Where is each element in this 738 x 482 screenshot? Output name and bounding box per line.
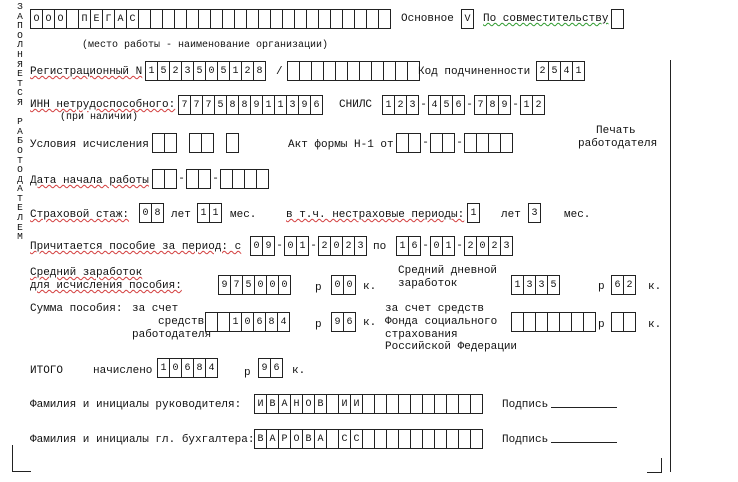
cell-group[interactable] — [520, 95, 545, 115]
char-cell[interactable]: 3 — [181, 61, 194, 81]
char-cell[interactable]: 5 — [217, 61, 230, 81]
fund-kop-cells[interactable] — [611, 312, 636, 332]
vertical-letter: П — [17, 20, 23, 32]
employer-rub-unit: р — [315, 319, 322, 331]
vertical-letter: С — [17, 87, 23, 99]
char-cell[interactable]: 1 — [209, 203, 222, 223]
cell-group[interactable] — [474, 95, 511, 115]
char-cell[interactable]: В — [314, 394, 327, 414]
char-cell[interactable]: 4 — [560, 61, 573, 81]
char-cell[interactable]: 1 — [382, 95, 395, 115]
char-cell[interactable]: 0 — [139, 203, 152, 223]
char-cell[interactable] — [226, 133, 239, 153]
head-signature-line[interactable] — [551, 407, 617, 408]
char-cell[interactable]: 6 — [408, 236, 421, 256]
char-cell[interactable]: 5 — [440, 95, 453, 115]
vertical-letter: Т — [17, 77, 23, 89]
char-cell[interactable]: 6 — [253, 312, 266, 332]
fund-rub-unit: р — [598, 319, 605, 331]
char-cell[interactable]: 0 — [330, 236, 343, 256]
period-from-cells[interactable] — [250, 236, 367, 256]
seal-line1: Печать — [596, 125, 636, 137]
char-cell[interactable]: 9 — [331, 312, 344, 332]
sum-fund-line4: Российской Федерации — [385, 341, 518, 353]
vertical-letter: О — [17, 144, 23, 156]
char-cell[interactable]: 5 — [193, 61, 206, 81]
employer-rub-cells[interactable] — [205, 312, 290, 332]
earnings-kop-unit: к. — [363, 281, 377, 293]
cell-group[interactable] — [382, 95, 419, 115]
right-margin-line — [670, 60, 671, 472]
employer-kop-unit: к. — [363, 317, 377, 329]
cell-gap — [177, 133, 189, 153]
char-cell[interactable] — [623, 312, 636, 332]
daily-kop-cells[interactable] — [611, 275, 636, 295]
nonins-years-cells[interactable] — [467, 203, 480, 223]
char-cell[interactable] — [611, 9, 624, 29]
char-cell[interactable]: 6 — [310, 95, 323, 115]
char-cell[interactable]: 5 — [242, 275, 255, 295]
cell-gap — [214, 133, 226, 153]
char-cell[interactable]: 9 — [218, 275, 231, 295]
char-cell[interactable] — [408, 133, 421, 153]
char-cell[interactable]: 6 — [343, 312, 356, 332]
char-cell[interactable] — [164, 169, 177, 189]
daily-label2: заработок — [398, 278, 458, 290]
char-cell[interactable]: 9 — [262, 236, 275, 256]
char-cell[interactable]: 7 — [190, 95, 203, 115]
total-kop-cells[interactable] — [258, 358, 283, 378]
period-to-label: по — [373, 241, 387, 253]
char-cell[interactable]: 1 — [157, 358, 170, 378]
char-cell[interactable] — [201, 133, 214, 153]
char-cell[interactable] — [583, 312, 596, 332]
char-cell[interactable]: 1 — [274, 95, 287, 115]
char-cell[interactable]: 5 — [548, 61, 561, 81]
vertical-letter: Л — [17, 39, 23, 51]
char-cell[interactable]: С — [350, 429, 363, 449]
reg-extra-cells[interactable] — [287, 61, 420, 81]
char-cell[interactable]: А — [278, 394, 291, 414]
nonins-label: в т.ч. нестраховые периоды: — [286, 209, 465, 221]
vertical-caption — [12, 2, 28, 298]
char-cell[interactable]: 4 — [428, 95, 441, 115]
vertical-letter: А — [17, 10, 23, 22]
period-to-cells[interactable] — [396, 236, 513, 256]
cell-group[interactable] — [226, 133, 239, 153]
char-cell[interactable]: А — [266, 429, 279, 449]
stage-years-unit: лет — [171, 209, 191, 221]
inn-cells[interactable] — [178, 95, 323, 115]
accountant-label: Фамилия и инициалы гл. бухгалтера: — [30, 434, 255, 446]
char-cell[interactable]: 2 — [318, 236, 331, 256]
earnings-kop-cells[interactable] — [331, 275, 356, 295]
char-cell[interactable]: Г — [102, 9, 115, 29]
vertical-letter: Я — [17, 96, 23, 108]
org-caption: (место работы - наименование организации) — [82, 40, 329, 51]
char-cell[interactable]: 0 — [343, 275, 356, 295]
sum-emp-line1: за счет — [132, 303, 179, 315]
char-cell[interactable]: И — [338, 394, 351, 414]
char-cell[interactable]: 8 — [265, 312, 278, 332]
conditions-label: Условия исчисления — [30, 139, 149, 151]
org-name-cells[interactable] — [30, 9, 391, 29]
char-cell[interactable]: 0 — [331, 275, 344, 295]
vertical-letter: Я — [17, 58, 23, 70]
inn-note: (при наличии) — [60, 112, 139, 123]
corner-mark-right — [647, 458, 662, 473]
stage-label: Страховой стаж: — [30, 209, 130, 221]
daily-kop-unit: к. — [648, 281, 662, 293]
char-cell[interactable]: 7 — [230, 275, 243, 295]
char-cell[interactable]: 2 — [488, 236, 501, 256]
part-time-box[interactable] — [611, 9, 624, 29]
char-cell[interactable]: А — [314, 429, 327, 449]
char-cell[interactable] — [164, 133, 177, 153]
inn-label: ИНН нетрудоспособного: — [30, 99, 176, 111]
char-cell[interactable]: 9 — [258, 358, 271, 378]
total-rub-cells[interactable] — [157, 358, 218, 378]
cell-group[interactable] — [428, 95, 465, 115]
daily-rub-unit: р — [598, 281, 605, 293]
char-cell[interactable]: 0 — [278, 275, 291, 295]
fund-rub-cells[interactable] — [511, 312, 596, 332]
fund-kop-unit: к. — [648, 319, 662, 331]
char-cell[interactable]: 0 — [266, 275, 279, 295]
char-cell[interactable]: С — [338, 429, 351, 449]
char-cell[interactable]: О — [290, 429, 303, 449]
char-cell[interactable]: 0 — [169, 358, 182, 378]
char-cell[interactable]: 4 — [277, 312, 290, 332]
dash-separator: - — [212, 173, 219, 185]
char-cell[interactable] — [256, 169, 269, 189]
sum-emp-line2: средств — [158, 316, 205, 328]
dash-separator: - — [276, 240, 283, 252]
vertical-letter: Е — [17, 221, 23, 233]
daily-rub-cells[interactable] — [511, 275, 560, 295]
dash-separator: - — [456, 240, 463, 252]
char-cell[interactable]: 9 — [250, 95, 263, 115]
char-cell[interactable]: 6 — [452, 95, 465, 115]
char-cell[interactable]: 3 — [523, 275, 536, 295]
char-cell[interactable]: 5 — [547, 275, 560, 295]
start-date-cells[interactable] — [152, 169, 269, 189]
cell-group[interactable] — [396, 236, 421, 256]
char-cell[interactable]: 3 — [500, 236, 513, 256]
char-cell[interactable]: 1 — [296, 236, 309, 256]
char-cell[interactable]: 1 — [396, 236, 409, 256]
head-sign-label: Подпись — [502, 399, 549, 411]
act-label: Акт формы Н-1 от — [288, 139, 394, 151]
char-cell[interactable]: 1 — [145, 61, 158, 81]
vertical-letter: А — [17, 183, 23, 195]
vertical-letter: О — [17, 164, 23, 176]
total-kop-unit: к. — [292, 365, 306, 377]
act-date-cells[interactable] — [396, 133, 513, 153]
dash-separator: - — [466, 99, 473, 111]
char-cell[interactable]: 2 — [532, 95, 545, 115]
char-cell[interactable]: 0 — [284, 236, 297, 256]
char-cell[interactable]: 8 — [193, 358, 206, 378]
char-cell[interactable]: 8 — [486, 95, 499, 115]
char-cell[interactable]: 2 — [536, 61, 549, 81]
sum-fund-line2: Фонда социального — [385, 316, 498, 328]
total-accrued-label: начислено — [93, 365, 153, 377]
char-cell[interactable]: 7 — [202, 95, 215, 115]
snils-label: СНИЛС — [339, 99, 373, 111]
start-date-label: Дата начала работы — [30, 175, 149, 187]
earnings-rub-unit: р — [315, 282, 322, 294]
period-label: Причитается пособие за период: с — [30, 241, 242, 253]
vertical-letter: Т — [17, 192, 23, 204]
char-cell[interactable]: В — [302, 429, 315, 449]
nonins-years-unit: лет — [501, 209, 521, 221]
char-cell[interactable]: 1 — [520, 95, 533, 115]
vertical-letter: Н — [17, 48, 23, 60]
nonins-months-unit: мес. — [564, 209, 591, 221]
char-cell[interactable]: Е — [90, 9, 103, 29]
dash-separator: - — [512, 99, 519, 111]
char-cell[interactable]: 1 — [572, 61, 585, 81]
char-cell[interactable]: Р — [278, 429, 291, 449]
char-cell[interactable] — [378, 9, 391, 29]
char-cell[interactable]: 1 — [511, 275, 524, 295]
stage-years-cells[interactable] — [139, 203, 164, 223]
cell-group[interactable] — [396, 133, 421, 153]
char-cell[interactable]: И — [350, 394, 363, 414]
vertical-letter: А — [17, 125, 23, 137]
char-cell[interactable]: 2 — [464, 236, 477, 256]
cell-group[interactable] — [464, 133, 513, 153]
char-cell[interactable]: 1 — [442, 236, 455, 256]
char-cell[interactable]: 0 — [250, 236, 263, 256]
char-cell[interactable]: 6 — [611, 275, 624, 295]
stage-months-cells[interactable] — [197, 203, 222, 223]
char-cell[interactable]: 3 — [354, 236, 367, 256]
char-cell[interactable]: 3 — [406, 95, 419, 115]
cell-group[interactable] — [189, 133, 214, 153]
dash-separator: - — [420, 99, 427, 111]
head-label: Фамилия и инициалы руководителя: — [30, 399, 242, 411]
earnings-rub-cells[interactable] — [218, 275, 291, 295]
nonins-months-cells[interactable] — [528, 203, 541, 223]
char-cell[interactable]: О — [30, 9, 43, 29]
char-cell[interactable]: 0 — [476, 236, 489, 256]
char-cell[interactable]: 1 — [197, 203, 210, 223]
char-cell[interactable]: 2 — [169, 61, 182, 81]
vertical-letter: Е — [17, 68, 23, 80]
char-cell[interactable]: 3 — [535, 275, 548, 295]
char-cell[interactable]: 1 — [229, 312, 242, 332]
total-rub-unit: р — [244, 367, 251, 379]
char-cell[interactable]: 2 — [241, 61, 254, 81]
char-cell[interactable] — [500, 133, 513, 153]
head-name-cells[interactable] — [254, 394, 483, 414]
vertical-letter: Р — [17, 116, 23, 128]
char-cell[interactable]: А — [114, 9, 127, 29]
vertical-letter: З — [17, 1, 23, 12]
reg-slash: / — [276, 66, 283, 78]
vertical-letter: М — [17, 231, 23, 243]
char-cell[interactable]: 0 — [205, 61, 218, 81]
part-time-label: По совместительству — [483, 13, 609, 25]
char-cell[interactable]: В — [254, 429, 267, 449]
cell-group[interactable] — [464, 236, 513, 256]
earn-label1: Средний заработок — [30, 267, 143, 279]
char-cell[interactable]: 7 — [178, 95, 191, 115]
cell-group[interactable] — [152, 169, 177, 189]
char-cell[interactable] — [470, 394, 483, 414]
sum-fund-line3: страхования — [385, 329, 458, 341]
accountant-name-cells[interactable] — [254, 429, 483, 449]
dash-separator: - — [422, 137, 429, 149]
char-cell[interactable] — [198, 169, 211, 189]
sum-emp-line3: работодателя — [132, 329, 212, 341]
vertical-letter: Е — [17, 202, 23, 214]
sum-label: Сумма пособия: — [30, 303, 123, 315]
char-cell[interactable]: 8 — [253, 61, 266, 81]
vertical-letter: Д — [17, 173, 23, 185]
dash-separator: - — [178, 173, 185, 185]
char-cell[interactable]: 7 — [474, 95, 487, 115]
char-cell[interactable]: 9 — [298, 95, 311, 115]
char-cell[interactable]: 9 — [498, 95, 511, 115]
char-cell[interactable]: 3 — [286, 95, 299, 115]
char-cell[interactable]: 6 — [270, 358, 283, 378]
char-cell[interactable]: 0 — [241, 312, 254, 332]
snils-cells[interactable] — [382, 95, 545, 115]
seal-line2: работодателя — [578, 138, 658, 150]
char-cell[interactable]: 0 — [254, 275, 267, 295]
vertical-letter: О — [17, 29, 23, 41]
char-cell[interactable]: О — [302, 394, 315, 414]
char-cell[interactable]: 0 — [430, 236, 443, 256]
total-label: ИТОГО — [30, 365, 64, 377]
daily-label1: Средний дневной — [398, 265, 498, 277]
cell-group[interactable] — [430, 236, 455, 256]
char-cell[interactable]: О — [42, 9, 55, 29]
dash-separator: - — [310, 240, 317, 252]
earn-label2: для исчисления пособия: — [30, 280, 182, 292]
conditions-cells[interactable] — [152, 133, 239, 153]
char-cell[interactable]: 2 — [342, 236, 355, 256]
char-cell[interactable]: 5 — [214, 95, 227, 115]
char-cell[interactable]: С — [126, 9, 139, 29]
char-cell[interactable]: Н — [290, 394, 303, 414]
accountant-sign-label: Подпись — [502, 434, 549, 446]
char-cell[interactable]: И — [254, 394, 267, 414]
cell-group[interactable] — [318, 236, 367, 256]
reg-number-cells[interactable] — [145, 61, 266, 81]
cell-group[interactable] — [220, 169, 269, 189]
employer-kop-cells[interactable] — [331, 312, 356, 332]
char-cell[interactable]: 2 — [394, 95, 407, 115]
char-cell[interactable] — [442, 133, 455, 153]
main-job-box[interactable] — [461, 9, 474, 29]
cell-group[interactable] — [250, 236, 275, 256]
cell-group[interactable] — [430, 133, 455, 153]
char-cell[interactable] — [470, 429, 483, 449]
char-cell[interactable]: 1 — [262, 95, 275, 115]
char-cell[interactable]: 4 — [205, 358, 218, 378]
main-job-label: Основное — [401, 13, 454, 25]
char-cell[interactable]: 1 — [467, 203, 480, 223]
char-cell[interactable]: 6 — [181, 358, 194, 378]
cell-group[interactable] — [284, 236, 309, 256]
char-cell[interactable]: О — [54, 9, 67, 29]
reg-label: Регистрационный N — [30, 66, 143, 78]
cell-group[interactable] — [152, 133, 177, 153]
sum-fund-line1: за счет средств — [385, 303, 485, 315]
dash-separator: - — [456, 137, 463, 149]
char-cell[interactable]: В — [266, 394, 279, 414]
vertical-letter: Л — [17, 212, 23, 224]
corner-mark-left — [12, 445, 31, 472]
accountant-signature-line[interactable] — [551, 442, 617, 443]
char-cell[interactable]: 8 — [226, 95, 239, 115]
dash-separator: - — [422, 240, 429, 252]
char-cell[interactable]: 2 — [623, 275, 636, 295]
subordination-cells[interactable] — [536, 61, 585, 81]
char-cell[interactable]: 8 — [238, 95, 251, 115]
char-cell[interactable]: 8 — [151, 203, 164, 223]
char-cell[interactable]: V — [461, 9, 474, 29]
char-cell[interactable]: 5 — [157, 61, 170, 81]
cell-group[interactable] — [186, 169, 211, 189]
vertical-letter: Б — [17, 135, 23, 147]
stage-months-unit: мес. — [230, 209, 257, 221]
char-cell[interactable]: 1 — [229, 61, 242, 81]
vertical-letter: Т — [17, 154, 23, 166]
char-cell[interactable]: П — [78, 9, 91, 29]
char-cell[interactable]: 3 — [528, 203, 541, 223]
subordination-label: Код подчиненности — [418, 66, 531, 78]
